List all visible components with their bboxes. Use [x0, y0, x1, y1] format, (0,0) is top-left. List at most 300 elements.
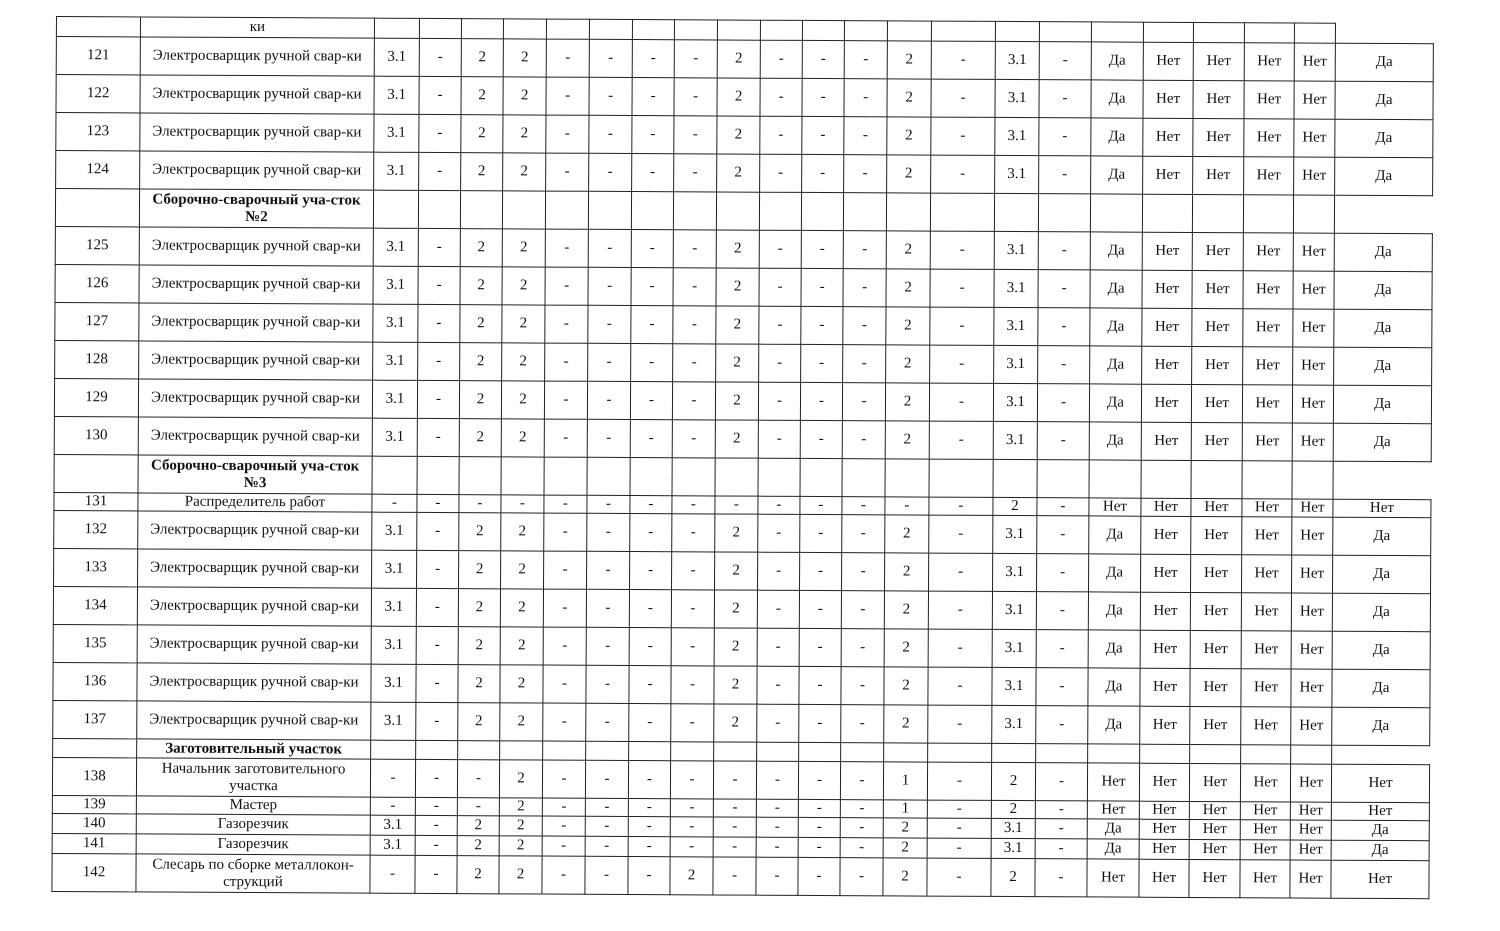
value-cell: - — [801, 268, 843, 306]
value-cell: - — [544, 381, 587, 419]
value-cell: - — [672, 514, 715, 552]
value-cell: Нет — [1140, 706, 1190, 744]
value-cell: Нет — [1240, 764, 1290, 802]
value-cell: Нет — [1293, 347, 1334, 385]
value-cell: - — [631, 268, 673, 306]
value-cell: - — [1035, 801, 1087, 819]
value-cell: Нет — [1292, 385, 1333, 423]
value-cell: - — [758, 382, 800, 420]
value-cell: 2 — [886, 231, 930, 269]
row-number: 142 — [52, 853, 136, 891]
row-number: 125 — [55, 226, 139, 264]
position-name: Слесарь по сборке металлокон-струкций — [136, 854, 370, 893]
value-cell: Да — [1087, 839, 1139, 859]
value-cell: Да — [1334, 271, 1432, 310]
value-cell: - — [632, 154, 674, 192]
value-cell: - — [757, 704, 799, 742]
value-cell: Нет — [1141, 498, 1191, 516]
empty-cell — [842, 459, 885, 497]
empty-cell — [1191, 460, 1242, 498]
value-cell: - — [757, 628, 799, 666]
value-cell: Да — [1090, 270, 1142, 308]
value-cell: - — [546, 115, 589, 153]
value-cell: Нет — [1192, 232, 1243, 270]
row-number: 128 — [55, 340, 139, 378]
value-cell: Нет — [1331, 860, 1429, 899]
position-name: Электросварщик ручной свар-ки — [139, 227, 373, 266]
value-cell: - — [800, 552, 842, 590]
value-cell: Нет — [1193, 42, 1244, 80]
value-cell: 2 — [887, 41, 931, 79]
value-cell: - — [760, 40, 802, 78]
value-cell: - — [758, 496, 800, 514]
value-cell: - — [930, 307, 994, 345]
value-cell: 3.1 — [992, 705, 1036, 743]
value-cell: Нет — [1290, 840, 1331, 860]
value-cell: 3.1 — [994, 269, 1038, 307]
value-cell: 3.1 — [994, 231, 1038, 269]
value-cell: 2 — [884, 667, 928, 705]
value-cell: Нет — [1143, 80, 1193, 118]
empty-cell — [587, 457, 630, 495]
value-cell: - — [713, 857, 756, 895]
value-cell: 3.1 — [995, 117, 1039, 155]
value-cell: Нет — [1290, 802, 1331, 820]
empty-cell — [672, 458, 715, 496]
value-cell: Нет — [1193, 156, 1244, 194]
value-cell: 3.1 — [374, 38, 419, 76]
value-cell: - — [628, 817, 670, 837]
position-name: Электросварщик ручной свар-ки — [139, 341, 373, 380]
position-name: Электросварщик ручной свар-ки — [140, 151, 374, 190]
value-cell: 3.1 — [992, 591, 1036, 629]
value-cell: 3.1 — [991, 838, 1035, 858]
value-cell: Нет — [1191, 384, 1242, 422]
value-cell: - — [543, 627, 586, 665]
row-number: 141 — [52, 833, 136, 853]
value-cell: - — [1036, 554, 1088, 592]
empty-cell — [671, 742, 714, 761]
empty-cell — [1089, 460, 1141, 498]
value-cell: - — [673, 230, 716, 268]
value-cell: - — [930, 269, 994, 307]
value-cell: - — [674, 154, 717, 192]
value-cell: Нет — [1142, 270, 1192, 308]
value-cell: 2 — [458, 665, 500, 703]
value-cell: 2 — [502, 229, 545, 267]
row-number: 134 — [53, 586, 137, 624]
value-cell: 2 — [461, 39, 503, 77]
value-cell: 2 — [503, 115, 546, 153]
value-cell: 3.1 — [991, 818, 1035, 838]
value-cell: - — [632, 116, 674, 154]
value-cell: - — [931, 117, 995, 155]
value-cell: - — [713, 761, 756, 799]
value-cell: - — [802, 78, 844, 116]
value-cell: 2 — [499, 836, 542, 856]
empty-cell — [994, 193, 1038, 231]
value-cell: - — [544, 419, 587, 457]
value-cell: - — [587, 513, 630, 551]
value-cell: 2 — [716, 306, 759, 344]
value-cell: - — [674, 78, 717, 116]
value-cell: - — [1038, 232, 1090, 270]
value-cell: - — [630, 514, 672, 552]
value-cell: - — [542, 836, 585, 856]
table-row — [52, 853, 1429, 898]
value-cell: Нет — [1143, 42, 1193, 80]
value-cell: - — [840, 818, 883, 838]
value-cell: - — [1036, 668, 1088, 706]
value-cell: - — [630, 382, 672, 420]
section-title: Сборочно-сварочный уча-сток №3 — [138, 455, 372, 494]
empty-cell — [930, 193, 994, 231]
row-number: 135 — [53, 624, 137, 662]
value-cell: - — [840, 762, 883, 800]
value-cell: 3.1 — [374, 114, 419, 152]
value-cell: - — [417, 512, 459, 550]
value-cell: 2 — [715, 514, 758, 552]
value-cell: - — [588, 267, 631, 305]
document-sheet — [51, 16, 1434, 899]
value-cell: 2 — [500, 627, 543, 665]
value-cell: Нет — [1294, 43, 1335, 81]
empty-cell — [1141, 460, 1191, 498]
value-cell: 3.1 — [371, 626, 416, 664]
value-cell: 2 — [461, 115, 503, 153]
position-name: Электросварщик ручной свар-ки — [137, 663, 371, 702]
value-cell: Да — [1088, 668, 1140, 706]
value-cell: Нет — [1139, 859, 1189, 897]
value-cell: - — [1039, 156, 1091, 194]
value-cell: - — [928, 591, 992, 629]
value-cell: Нет — [1191, 422, 1242, 460]
value-cell: 2 — [714, 666, 757, 704]
value-cell: - — [842, 497, 885, 515]
empty-cell — [545, 191, 588, 229]
value-cell: 2 — [502, 267, 545, 305]
value-cell: 2 — [886, 269, 930, 307]
value-cell: 2 — [501, 513, 544, 551]
value-cell: Нет — [1139, 839, 1189, 859]
value-cell: Нет — [1141, 516, 1191, 554]
empty-cell — [716, 192, 759, 230]
value-cell: - — [418, 304, 460, 342]
value-cell: 2 — [503, 39, 546, 77]
value-cell: Нет — [1142, 232, 1192, 270]
value-cell: - — [545, 305, 588, 343]
value-cell: Нет — [1143, 118, 1193, 156]
value-cell: - — [417, 550, 459, 588]
empty-cell — [1293, 195, 1334, 233]
value-cell: - — [674, 40, 717, 78]
row-number-cell — [56, 17, 140, 37]
value-cell: - — [415, 835, 457, 855]
value-cell: - — [802, 40, 844, 78]
position-name: Распределитель работ — [138, 493, 372, 512]
value-cell: 2 — [885, 553, 929, 591]
row-number: 138 — [52, 757, 136, 795]
empty-cell — [993, 459, 1037, 497]
value-cell: Нет — [1087, 859, 1139, 897]
value-cell: - — [1035, 763, 1087, 801]
value-cell: - — [673, 344, 716, 382]
empty-cell — [1038, 194, 1090, 232]
value-cell: Нет — [1244, 43, 1294, 81]
value-cell: - — [1037, 422, 1089, 460]
empty-cell — [843, 193, 886, 231]
value-cell: - — [927, 838, 991, 858]
section-title: Сборочно-сварочный уча-сток №2 — [139, 189, 373, 228]
empty-cell — [886, 193, 930, 231]
empty-cell — [928, 743, 992, 762]
empty-cell — [544, 457, 587, 495]
value-cell: Нет — [1333, 499, 1431, 518]
value-cell: - — [629, 704, 671, 742]
value-cell: - — [671, 666, 714, 704]
value-cell: - — [1038, 270, 1090, 308]
value-cell: 3.1 — [372, 418, 417, 456]
value-cell: - — [629, 666, 671, 704]
value-cell: - — [416, 588, 458, 626]
value-cell: - — [756, 857, 798, 895]
value-cell: - — [419, 76, 461, 114]
value-cell: 2 — [886, 345, 930, 383]
value-cell: 2 — [501, 551, 544, 589]
value-cell: Да — [1331, 820, 1429, 841]
value-cell: Да — [1091, 80, 1143, 118]
empty-cell — [1192, 194, 1243, 232]
empty-cell — [371, 740, 416, 759]
value-cell: Нет — [1331, 802, 1429, 821]
value-cell: - — [929, 553, 993, 591]
value-cell: Нет — [1243, 309, 1293, 347]
value-cell: - — [927, 762, 991, 800]
value-cell: - — [370, 797, 415, 815]
value-cell: Нет — [1142, 308, 1192, 346]
empty-cell — [502, 191, 545, 229]
value-cell: Нет — [1140, 630, 1190, 668]
value-cell: 2 — [459, 381, 501, 419]
row-number: 139 — [52, 795, 136, 813]
value-cell: 2 — [887, 155, 931, 193]
value-cell: Да — [1334, 309, 1432, 348]
value-cell: 2 — [716, 344, 759, 382]
value-cell: - — [841, 629, 884, 667]
value-cell: - — [798, 817, 840, 837]
value-cell: 3.1 — [371, 664, 416, 702]
value-cell: - — [1036, 592, 1088, 630]
value-cell: - — [372, 494, 417, 512]
value-cell: Нет — [1191, 498, 1242, 516]
value-cell: 2 — [502, 305, 545, 343]
value-cell: 2 — [460, 343, 502, 381]
value-cell: 2 — [715, 420, 758, 458]
value-cell: - — [759, 268, 801, 306]
value-cell: 2 — [500, 703, 543, 741]
value-cell: 2 — [885, 515, 929, 553]
value-cell: - — [586, 665, 629, 703]
value-cell: - — [1037, 384, 1089, 422]
value-cell: Нет — [1190, 706, 1241, 744]
value-cell: - — [543, 589, 586, 627]
empty-cell — [417, 456, 459, 494]
value-cell: Нет — [1292, 423, 1333, 461]
value-cell: 2 — [670, 857, 713, 895]
row-number: 123 — [56, 113, 140, 151]
value-cell: - — [758, 552, 800, 590]
value-cell: Да — [1089, 516, 1141, 554]
value-cell: - — [630, 496, 672, 514]
value-cell: Нет — [1192, 308, 1243, 346]
value-cell: Нет — [1241, 555, 1291, 593]
value-cell: 2 — [883, 818, 927, 838]
value-cell: - — [798, 761, 840, 799]
value-cell: - — [885, 497, 929, 515]
value-cell: 2 — [714, 628, 757, 666]
attestation-table — [51, 16, 1434, 899]
value-cell: - — [459, 495, 501, 513]
value-cell: - — [758, 514, 800, 552]
value-cell: - — [673, 306, 716, 344]
empty-cell — [841, 743, 884, 762]
value-cell: Да — [1335, 119, 1433, 158]
row-number: 124 — [56, 151, 140, 189]
value-cell: - — [930, 231, 994, 269]
value-cell: - — [842, 515, 885, 553]
value-cell: - — [756, 837, 798, 857]
value-cell: Да — [1091, 42, 1143, 80]
value-cell: 2 — [457, 816, 499, 836]
value-cell: - — [844, 155, 887, 193]
value-cell: Да — [1335, 81, 1433, 120]
value-cell: 2 — [500, 665, 543, 703]
value-cell: - — [929, 497, 993, 515]
value-cell: 2 — [991, 858, 1035, 896]
position-name: Электросварщик ручной свар-ки — [139, 265, 373, 304]
value-cell: 3.1 — [372, 512, 417, 550]
value-cell: - — [542, 816, 585, 836]
value-cell: - — [589, 39, 632, 77]
value-cell: Да — [1091, 118, 1143, 156]
value-cell: - — [930, 345, 994, 383]
value-cell: 2 — [460, 267, 502, 305]
empty-cell — [1140, 744, 1190, 763]
value-cell: - — [670, 817, 713, 837]
value-cell: Нет — [1189, 801, 1240, 819]
value-cell: Нет — [1139, 801, 1189, 819]
value-cell: Нет — [1291, 593, 1332, 631]
value-cell: - — [929, 515, 993, 553]
value-cell: 2 — [993, 497, 1037, 515]
value-cell: - — [931, 41, 995, 79]
value-cell: 3.1 — [373, 342, 418, 380]
value-cell: 3.1 — [993, 421, 1037, 459]
value-cell: Нет — [1290, 860, 1331, 898]
value-cell: 3.1 — [374, 152, 419, 190]
value-cell: 2 — [991, 762, 1035, 800]
value-cell: Нет — [1291, 555, 1332, 593]
value-cell: - — [798, 799, 840, 817]
value-cell: 2 — [499, 856, 542, 894]
value-cell: - — [802, 116, 844, 154]
value-cell: 2 — [887, 117, 931, 155]
value-cell: Нет — [1244, 157, 1294, 195]
value-cell: 2 — [885, 421, 929, 459]
value-cell: 2 — [717, 154, 760, 192]
value-cell: - — [417, 380, 459, 418]
value-cell: 2 — [459, 513, 501, 551]
value-cell: 3.1 — [372, 380, 417, 418]
value-cell: Нет — [1294, 81, 1335, 119]
value-cell: - — [672, 552, 715, 590]
empty-cell — [460, 191, 502, 229]
value-cell: 3.1 — [371, 702, 416, 740]
value-cell: 2 — [715, 382, 758, 420]
value-cell: - — [416, 702, 458, 740]
value-cell: - — [545, 229, 588, 267]
value-cell: - — [1039, 42, 1091, 80]
position-name: Электросварщик ручной свар-ки — [140, 37, 374, 76]
value-cell: - — [546, 39, 589, 77]
value-cell: Нет — [1192, 270, 1243, 308]
row-number: 131 — [54, 492, 138, 510]
position-name: Электросварщик ручной свар-ки — [140, 113, 374, 152]
value-cell: 2 — [714, 590, 757, 628]
value-cell: 2 — [499, 816, 542, 836]
value-cell: Нет — [1139, 819, 1189, 839]
value-cell: - — [927, 858, 991, 896]
value-cell: Да — [1332, 669, 1430, 708]
value-cell: Нет — [1190, 668, 1241, 706]
value-cell: - — [756, 761, 798, 799]
value-cell: Нет — [1193, 80, 1244, 118]
value-cell: - — [672, 496, 715, 514]
empty-cell — [588, 191, 631, 229]
value-cell: - — [546, 77, 589, 115]
value-cell: - — [1037, 498, 1089, 516]
value-cell: Нет — [1140, 554, 1190, 592]
value-cell: - — [418, 342, 460, 380]
value-cell: - — [585, 856, 628, 894]
value-cell: - — [628, 857, 670, 895]
value-cell: Да — [1090, 346, 1142, 384]
empty-cell — [992, 743, 1036, 762]
row-number: 126 — [55, 264, 139, 302]
empty-cell — [459, 457, 501, 495]
value-cell: - — [713, 837, 756, 857]
value-cell: Нет — [1294, 119, 1335, 157]
empty-cell — [800, 458, 842, 496]
value-cell: - — [759, 306, 801, 344]
value-cell: Нет — [1141, 422, 1191, 460]
value-cell: 3.1 — [993, 383, 1037, 421]
value-cell: Да — [1089, 384, 1141, 422]
value-cell: - — [587, 495, 630, 513]
row-number-cell — [54, 454, 138, 492]
empty-cell — [1291, 745, 1332, 764]
value-cell: - — [628, 799, 670, 817]
empty-cell — [501, 457, 544, 495]
value-cell: 2 — [715, 552, 758, 590]
value-cell: 2 — [716, 230, 759, 268]
value-cell: Да — [1332, 631, 1430, 670]
value-cell: - — [760, 154, 802, 192]
value-cell: - — [800, 382, 842, 420]
value-cell: Нет — [1291, 631, 1332, 669]
value-cell: - — [843, 345, 886, 383]
empty-cell — [1241, 745, 1291, 764]
